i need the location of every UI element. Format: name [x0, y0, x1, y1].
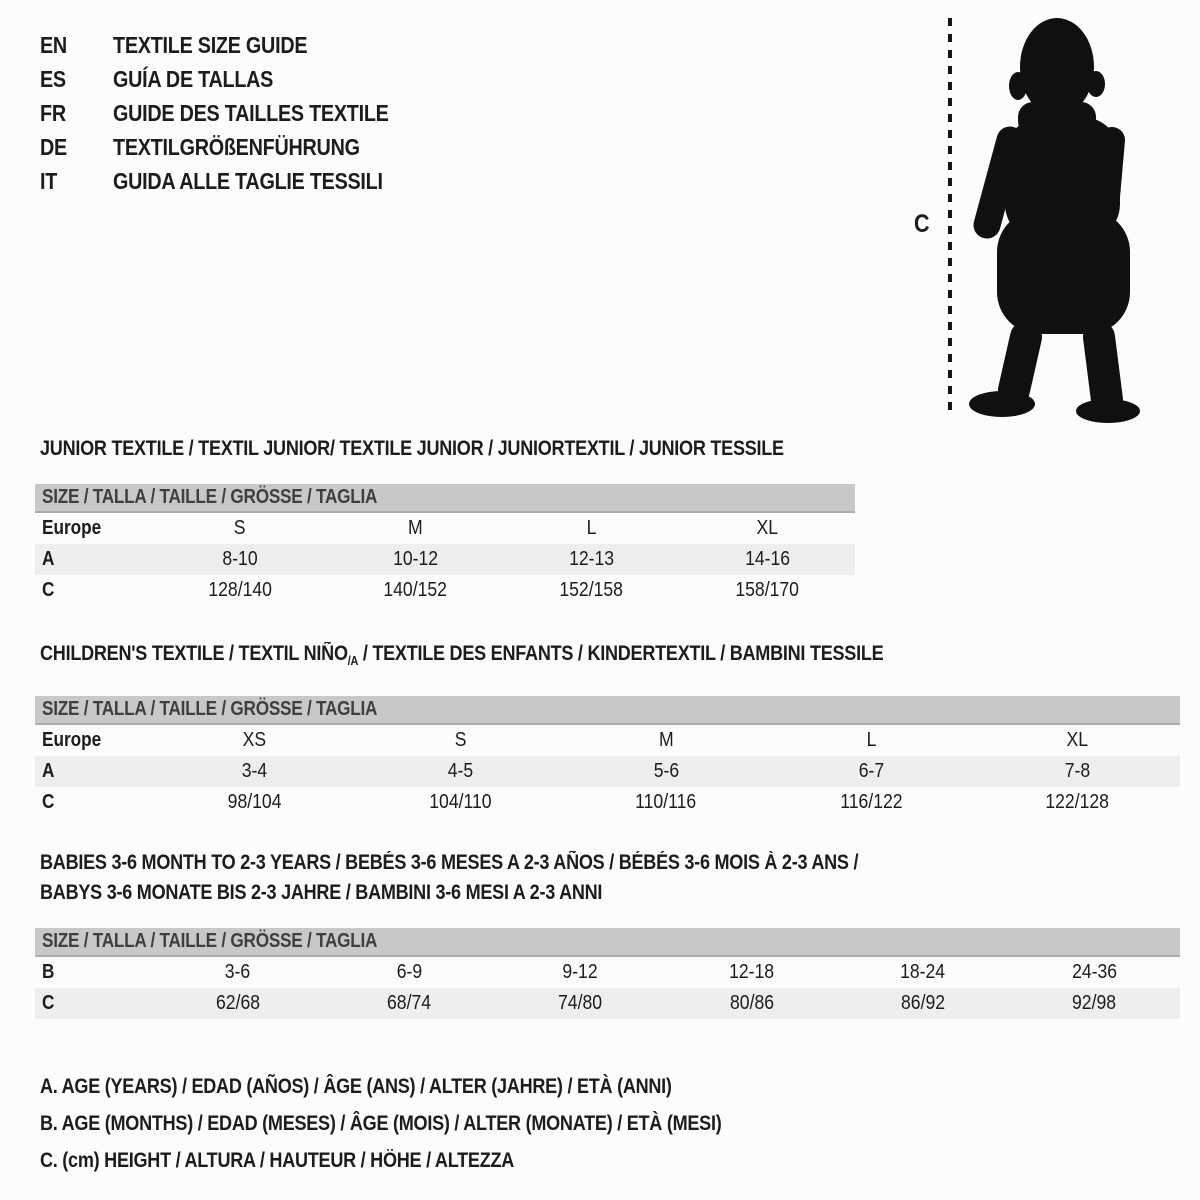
table-row-b: [35, 957, 1180, 988]
legend-text: B. AGE (MONTHS) / EDAD (MESES) / ÂGE (MOIS) / ALTER (MONATE) / ETÀ (MESI): [40, 1112, 722, 1135]
value-cell: 5-6: [653, 760, 679, 783]
value-cell: 12-18: [729, 961, 775, 983]
language-code: IT: [40, 167, 58, 194]
value-cell: 128/140: [208, 579, 272, 601]
row-label-cell: B: [42, 961, 55, 983]
measurement-legend: [40, 1068, 832, 1179]
value-cell: 3-6: [224, 961, 251, 983]
language-title: TEXTILGRÖßENFÜHRUNG: [113, 133, 360, 160]
height-measure-letter: C: [914, 210, 930, 238]
section-title-line: [40, 434, 855, 464]
size-bar-label: SIZE / TALLA / TAILLE / GRÖSSE / TAGLIA: [42, 486, 378, 508]
legend-line-c: [40, 1142, 832, 1179]
legend-line-b: [40, 1105, 832, 1142]
value-cell: 104/110: [429, 791, 492, 814]
row-label-cell: C: [42, 579, 55, 601]
value-cell: 62/68: [215, 992, 260, 1014]
row-label-cell: C: [42, 992, 55, 1014]
section-babies: [35, 848, 1180, 1019]
table-row-a: [35, 756, 1180, 787]
table-row-c: [35, 575, 855, 606]
value-cell: L: [866, 729, 877, 752]
language-code: FR: [40, 99, 66, 126]
value-cell: 86/92: [900, 992, 945, 1014]
legend-text: A. AGE (YEARS) / EDAD (AÑOS) / ÂGE (ANS) / ALTER (JAHRE) / ETÀ (ANNI): [40, 1075, 672, 1098]
size-table: [35, 725, 1180, 818]
section-title: [35, 639, 1180, 676]
title-text: / TEXTILE DES ENFANTS / KINDERTEXTIL / BAMBINI TESSILE: [358, 642, 884, 665]
value-cell: 24-36: [1071, 961, 1117, 983]
section-title-line: [40, 848, 1180, 878]
value-cell: M: [658, 729, 674, 752]
language-code: ES: [40, 65, 66, 92]
row-label-cell: C: [42, 791, 55, 814]
title-subscript: /A: [347, 654, 359, 669]
value-cell: 92/98: [1072, 992, 1117, 1014]
value-cell: XL: [756, 517, 778, 539]
size-table: [35, 957, 1180, 1019]
title-text: BABIES 3-6 MONTH TO 2-3 YEARS / BEBÉS 3-6 MESES A 2-3 AÑOS / BÉBÉS 3-6 MOIS À 2-3 ANS /: [40, 851, 859, 874]
table-row-c: [35, 787, 1180, 818]
value-cell: 80/86: [729, 992, 774, 1014]
language-title: GUIDA ALLE TAGLIE TESSILI: [113, 167, 383, 194]
value-cell: 6-9: [396, 961, 422, 983]
section-title: [35, 434, 855, 464]
value-cell: 6-7: [858, 760, 885, 783]
language-title: GUÍA DE TALLAS: [113, 65, 274, 92]
language-row-es: [40, 62, 434, 96]
value-cell: 3-4: [242, 760, 268, 783]
language-code: EN: [40, 31, 67, 58]
value-cell: 68/74: [386, 992, 432, 1014]
height-measure-label: [914, 210, 932, 239]
section-title-line: [40, 639, 1180, 676]
value-cell: 116/122: [840, 791, 903, 814]
row-label-cell: Europe: [42, 729, 102, 752]
value-cell: 122/128: [1045, 791, 1109, 814]
size-bar-label: SIZE / TALLA / TAILLE / GRÖSSE / TAGLIA: [42, 698, 378, 721]
value-cell: 152/158: [559, 579, 624, 601]
value-cell: XS: [243, 729, 267, 752]
value-cell: 8-10: [222, 548, 258, 570]
value-cell: 158/170: [735, 579, 799, 601]
language-row-it: [40, 164, 434, 198]
table-row-europe: [35, 725, 1180, 756]
toddler-silhouette: [960, 12, 1160, 424]
value-cell: 12-13: [568, 548, 614, 570]
row-label-cell: A: [42, 548, 55, 570]
title-text: JUNIOR TEXTILE / TEXTIL JUNIOR/ TEXTILE JUNIOR / JUNIORTEXTIL / JUNIOR TESSILE: [40, 437, 784, 460]
value-cell: 7-8: [1064, 760, 1090, 783]
language-title: GUIDE DES TAILLES TEXTILE: [113, 99, 389, 126]
value-cell: XL: [1066, 729, 1088, 752]
size-table: [35, 513, 855, 606]
size-bar: [35, 484, 855, 513]
size-bar: [35, 696, 1180, 725]
value-cell: 9-12: [562, 961, 598, 983]
value-cell: 14-16: [744, 548, 790, 570]
value-cell: S: [234, 517, 246, 539]
language-row-fr: [40, 96, 434, 130]
section-children: [35, 639, 1180, 818]
legend-text: C. (cm) HEIGHT / ALTURA / HAUTEUR / HÖHE / ALTEZZA: [40, 1149, 515, 1172]
value-cell: 10-12: [393, 548, 439, 570]
legend-line-a: [40, 1068, 832, 1105]
language-title: TEXTILE SIZE GUIDE: [113, 31, 308, 58]
value-cell: 4-5: [447, 760, 474, 783]
language-list: [40, 28, 434, 198]
row-label-cell: Europe: [42, 517, 102, 539]
height-measure-dashed-line: [948, 18, 952, 418]
value-cell: 110/116: [635, 791, 697, 814]
value-cell: M: [408, 517, 423, 539]
value-cell: L: [586, 517, 597, 539]
size-bar-label: SIZE / TALLA / TAILLE / GRÖSSE / TAGLIA: [42, 930, 378, 952]
title-text: BABYS 3-6 MONATE BIS 2-3 JAHRE / BAMBINI 3-6 MESI A 2-3 ANNI: [40, 881, 603, 904]
section-title: [35, 848, 1180, 908]
section-junior: [35, 434, 855, 606]
row-label-cell: A: [42, 760, 55, 783]
size-bar: [35, 928, 1180, 957]
language-row-en: [40, 28, 434, 62]
value-cell: 140/152: [383, 579, 448, 601]
language-row-de: [40, 130, 434, 164]
table-row-a: [35, 544, 855, 575]
table-row-c: [35, 988, 1180, 1019]
section-title-line: [40, 878, 1180, 908]
language-code: DE: [40, 133, 67, 160]
value-cell: 98/104: [227, 791, 282, 814]
title-text: CHILDREN'S TEXTILE / TEXTIL NIÑO: [40, 642, 348, 665]
table-row-europe: [35, 513, 855, 544]
value-cell: 18-24: [900, 961, 946, 983]
value-cell: S: [454, 729, 467, 752]
value-cell: 74/80: [558, 992, 603, 1014]
